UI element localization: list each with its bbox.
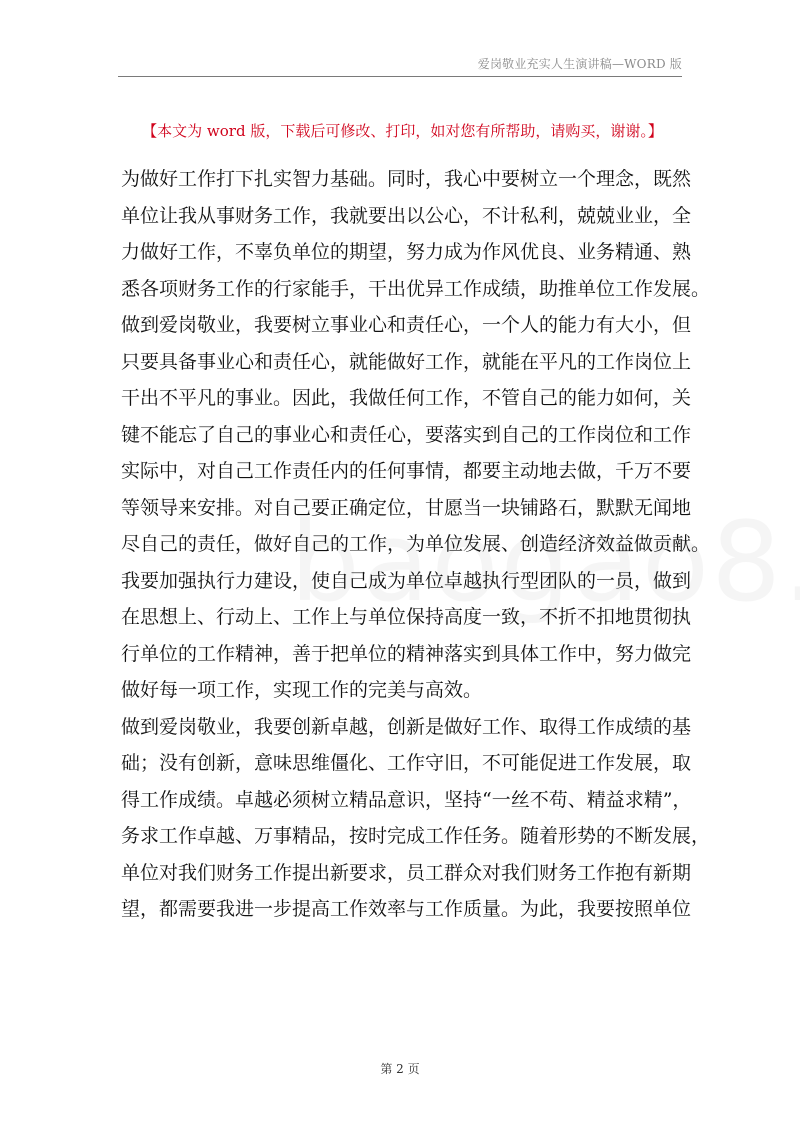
body-line: 务求工作卓越、万事精品，按时完成工作任务。随着形势的不断发展，: [121, 825, 711, 847]
body-line: 等领导来安排。对自己要正确定位，甘愿当一块铺路石，默默无闻地: [121, 496, 692, 519]
body-line: 做到爱岗敬业，我要创新卓越，创新是做好工作、取得工作成绩的基: [121, 715, 692, 738]
body-line: 得工作成绩。卓越必须树立精品意识，坚持“一丝不苟、精益求精”，: [121, 788, 692, 811]
body-line: 行单位的工作精神，善于把单位的精神落实到具体工作中，努力做完: [121, 642, 692, 665]
body-line: 在思想上、行动上、工作上与单位保持高度一致，不折不扣地贯彻执: [121, 606, 692, 628]
body-line: 尽自己的责任，做好自己的工作，为单位发展、创造经济效益做贡献。: [121, 533, 711, 555]
download-notice: 【本文为 word 版，下载后可修改、打印，如对您有所帮助，请购买，谢谢。】: [142, 122, 663, 140]
body-line: 实际中，对自己工作责任内的任何事情，都要主动地去做，千万不要: [121, 460, 692, 482]
body-line: 键不能忘了自己的事业心和责任心，要落实到自己的工作岗位和工作: [121, 423, 692, 446]
body-line: 为做好工作打下扎实智力基础。同时，我心中要树立一个理念，既然: [121, 168, 692, 190]
body-line: 悉各项财务工作的行家能手，干出优异工作成绩，助推单位工作发展。: [121, 277, 711, 300]
body-line: 我要加强执行力建设，使自己成为单位卓越执行型团队的一员，做到: [121, 569, 692, 592]
body-line: 望，都需要我进一步提高工作效率与工作质量。为此，我要按照单位: [121, 898, 692, 920]
body-line: 做到爱岗敬业，我要树立事业心和责任心，一个人的能力有大小，但: [121, 314, 692, 336]
body-line: 干出不平凡的事业。因此，我做任何工作，不管自己的能力如何，关: [121, 387, 692, 409]
body-line: 只要具备事业心和责任心，就能做好工作，就能在平凡的工作岗位上: [121, 350, 692, 373]
body-line: 力做好工作，不辜负单位的期望，努力成为作风优良、业务精通、熟: [121, 241, 692, 263]
body-line: 础；没有创新，意味思维僵化、工作守旧，不可能促进工作发展，取: [121, 752, 692, 774]
page-number: 第 2 页: [380, 1062, 420, 1076]
header-divider: [118, 76, 682, 77]
body-text: [121, 161, 711, 928]
page-header-title: 爱岗敬业充实人生演讲稿—WORD 版: [477, 57, 682, 71]
body-line: 做好每一项工作，实现工作的完美与高效。: [121, 679, 483, 701]
body-line: 单位对我们财务工作提出新要求，员工群众对我们财务工作抱有新期: [121, 861, 692, 884]
body-line: 单位让我从事财务工作，我就要出以公心，不计私利，兢兢业业，全: [121, 204, 692, 227]
